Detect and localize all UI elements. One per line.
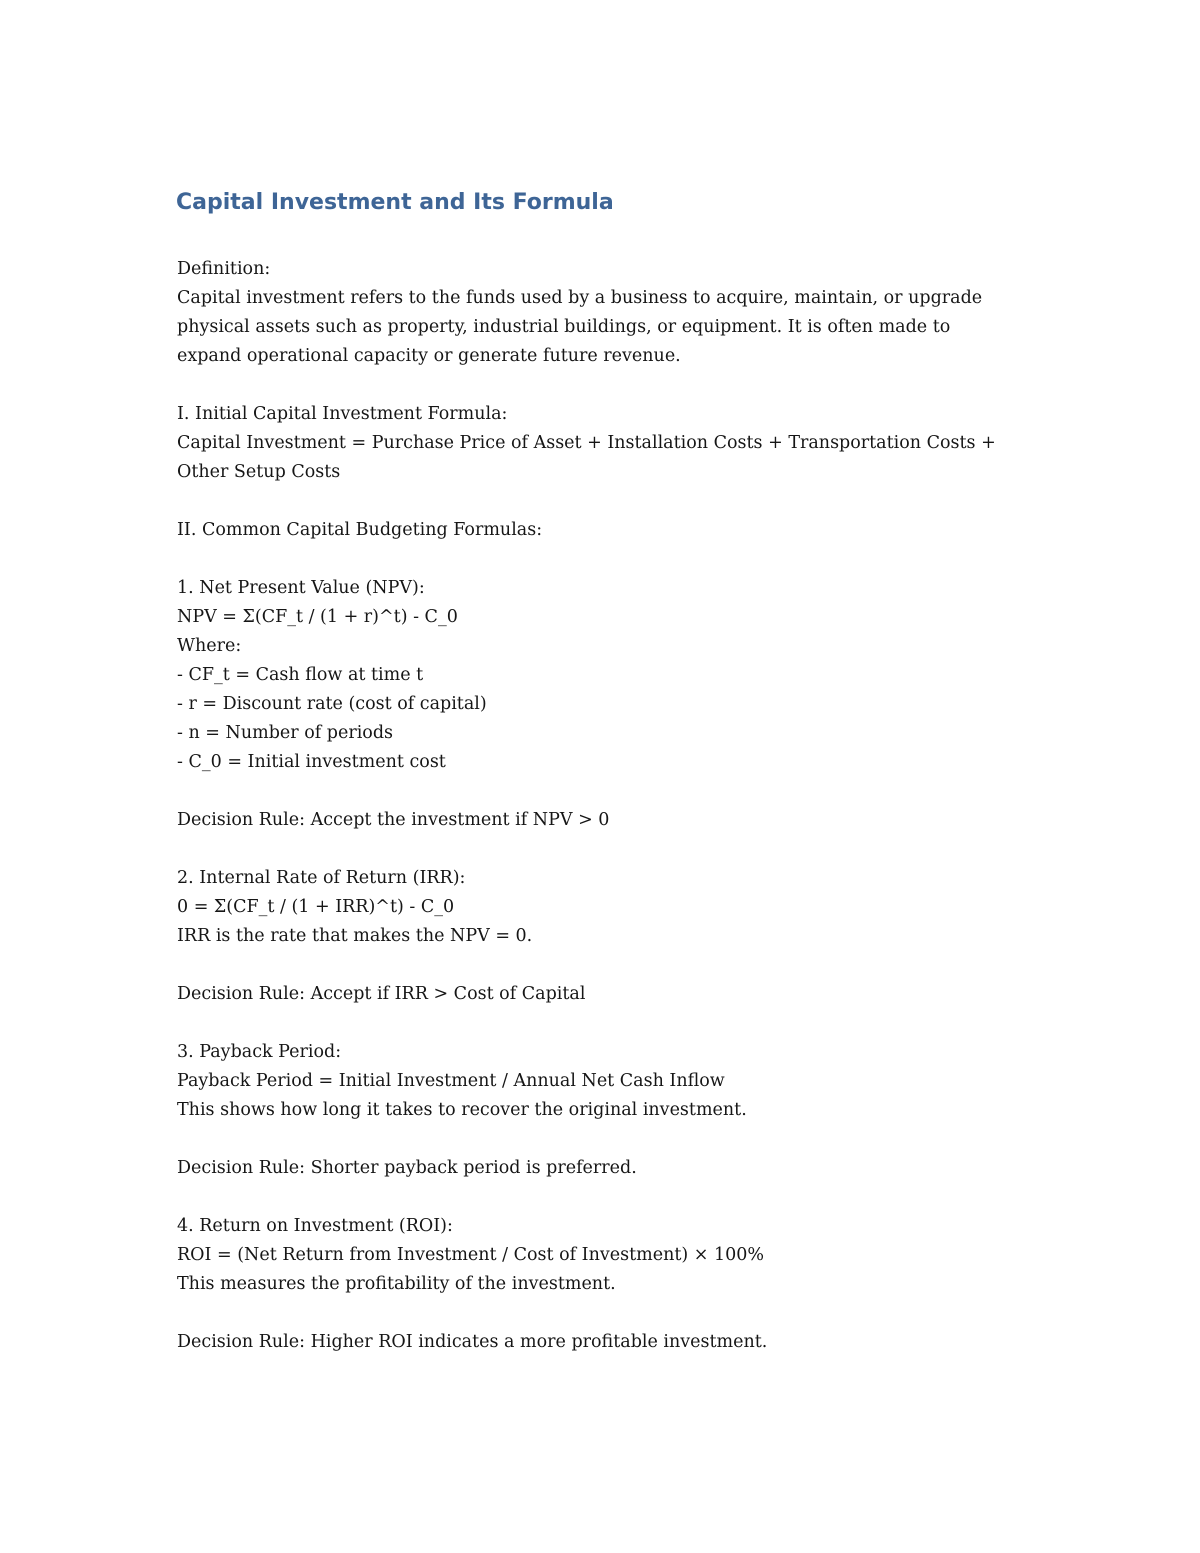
- definition-line: Capital investment refers to the funds used by a business to acquire, maintain, or upgrade: [177, 288, 983, 308]
- irr-heading: 2. Internal Rate of Return (IRR):: [177, 868, 466, 888]
- roi-note: This measures the profitability of the investment.: [177, 1274, 616, 1294]
- spacer: [177, 371, 1057, 400]
- npv-variable: - r = Discount rate (cost of capital): [177, 694, 487, 714]
- initial-investment-formula-cont: Other Setup Costs: [177, 462, 341, 482]
- spacer: [177, 1009, 1057, 1038]
- roi-decision-rule: Decision Rule: Higher ROI indicates a more profitable investment.: [177, 1332, 768, 1352]
- spacer: [177, 835, 1057, 864]
- section-heading-initial-investment: I. Initial Capital Investment Formula:: [177, 404, 508, 424]
- irr-decision-rule: Decision Rule: Accept if IRR > Cost of Capital: [177, 984, 586, 1004]
- roi-heading: 4. Return on Investment (ROI):: [177, 1216, 453, 1236]
- section-heading-budgeting-formulas: II. Common Capital Budgeting Formulas:: [177, 520, 543, 540]
- irr-formula: 0 = Σ(CF_t / (1 + IRR)^t) - C_0: [177, 897, 455, 917]
- npv-variable: - CF_t = Cash flow at time t: [177, 665, 424, 685]
- payback-decision-rule: Decision Rule: Shorter payback period is preferred.: [177, 1158, 637, 1178]
- spacer: [177, 1125, 1057, 1154]
- definition-heading: Definition:: [177, 259, 271, 279]
- npv-decision-rule: Decision Rule: Accept the investment if NPV > 0: [177, 810, 610, 830]
- roi-formula: ROI = (Net Return from Investment / Cost of Investment) × 100%: [177, 1245, 765, 1265]
- npv-variable: - C_0 = Initial investment cost: [177, 752, 446, 772]
- npv-variable: - n = Number of periods: [177, 723, 394, 743]
- npv-formula: NPV = Σ(CF_t / (1 + r)^t) - C_0: [177, 607, 458, 627]
- spacer: [177, 545, 1057, 574]
- initial-investment-formula: Capital Investment = Purchase Price of Asset + Installation Costs + Transportation Costs +: [177, 433, 996, 453]
- definition-line: expand operational capacity or generate future revenue.: [177, 346, 681, 366]
- payback-note: This shows how long it takes to recover the original investment.: [177, 1100, 747, 1120]
- payback-formula: Payback Period = Initial Investment / Annual Net Cash Inflow: [177, 1071, 725, 1091]
- npv-where: Where:: [177, 636, 242, 656]
- spacer: [177, 777, 1057, 806]
- spacer: [177, 1183, 1057, 1212]
- spacer: [177, 951, 1057, 980]
- irr-note: IRR is the rate that makes the NPV = 0.: [177, 926, 533, 946]
- definition-line: physical assets such as property, industrial buildings, or equipment. It is often made to: [177, 317, 951, 337]
- npv-heading: 1. Net Present Value (NPV):: [177, 578, 425, 598]
- document-title: Capital Investment and Its Formula: [176, 190, 614, 215]
- spacer: [177, 1299, 1057, 1328]
- spacer: [177, 487, 1057, 516]
- payback-heading: 3. Payback Period:: [177, 1042, 342, 1062]
- document-body: [177, 255, 1057, 1357]
